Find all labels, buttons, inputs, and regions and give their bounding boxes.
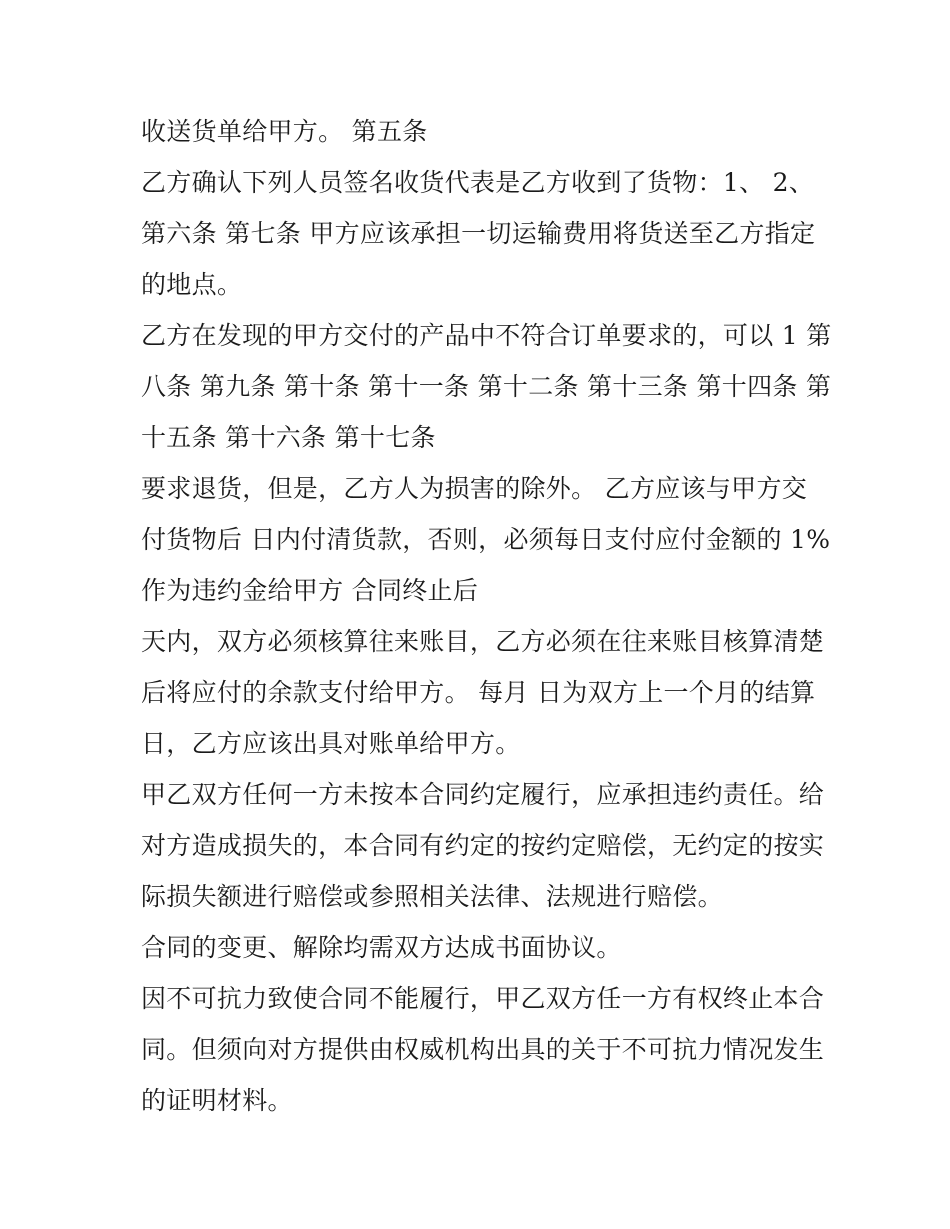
text-line: 作为违约金给甲方 合同终止后 <box>141 576 479 605</box>
text-line: 天内，双方必须核算往来账目，乙方必须在往来账目核算清楚 <box>141 627 825 656</box>
text-line: 的证明材料。 <box>141 1086 293 1115</box>
text-line: 后将应付的余款支付给甲方。 每月 日为双方上一个月的结算 <box>141 678 816 707</box>
text-line: 要求退货，但是，乙方人为损害的除外。 乙方应该与甲方交 <box>141 474 808 503</box>
text-line: 合同的变更、解除均需双方达成书面协议。 <box>141 933 622 962</box>
text-line: 的地点。 <box>141 270 243 299</box>
text-line: 八条 第九条 第十条 第十一条 第十二条 第十三条 第十四条 第 <box>141 372 832 401</box>
text-line: 乙方确认下列人员签名收货代表是乙方收到了货物：1、 2、 <box>141 168 815 197</box>
text-line: 第六条 第七条 甲方应该承担一切运输费用将货送至乙方指定 <box>141 219 816 248</box>
text-line: 同。但须向对方提供由权威机构出具的关于不可抗力情况发生 <box>141 1035 825 1064</box>
text-line: 收送货单给甲方。 第五条 <box>141 117 428 146</box>
document-body <box>141 106 832 1126</box>
text-line: 付货物后 日内付清货款，否则，必须每日支付应付金额的 1% <box>141 525 831 554</box>
text-line: 对方造成损失的，本合同有约定的按约定赔偿，无约定的按实 <box>141 831 825 860</box>
text-line: 甲乙双方任何一方未按本合同约定履行，应承担违约责任。给 <box>141 780 825 809</box>
text-line: 日，乙方应该出具对账单给甲方。 <box>141 729 521 758</box>
text-line: 际损失额进行赔偿或参照相关法律、法规进行赔偿。 <box>141 882 723 911</box>
text-line: 因不可抗力致使合同不能履行，甲乙双方任一方有权终止本合 <box>141 984 825 1013</box>
text-line: 乙方在发现的甲方交付的产品中不符合订单要求的，可以 1 第 <box>141 321 832 350</box>
text-line: 十五条 第十六条 第十七条 <box>141 423 436 452</box>
